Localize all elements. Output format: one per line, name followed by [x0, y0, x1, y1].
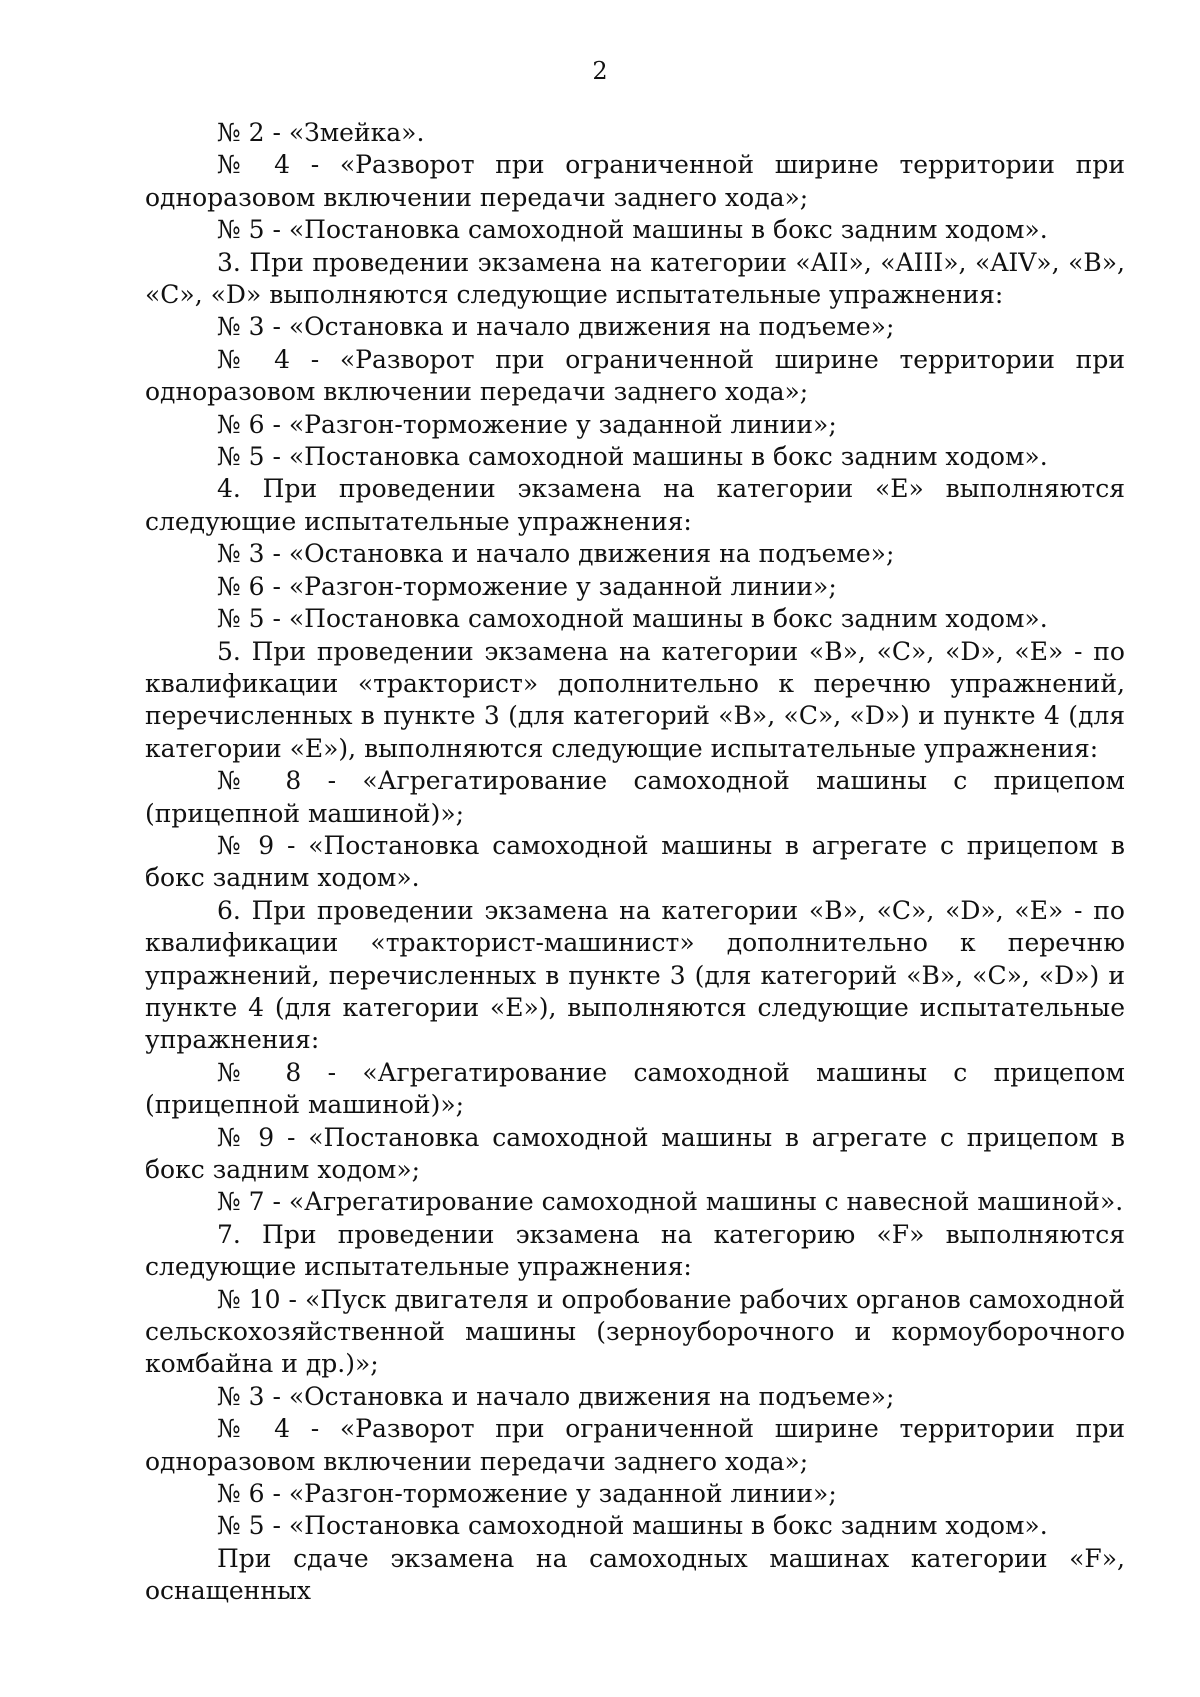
exercise-item: № 6 - «Разгон-торможение у заданной линии»;: [217, 1479, 837, 1509]
exercise-item: № 5 - «Постановка самоходной машины в бокс задним ходом».: [217, 215, 1048, 245]
exercise-item: № 3 - «Остановка и начало движения на подъеме»;: [217, 1381, 895, 1411]
page-number: 2: [592, 57, 608, 85]
clause-paragraph: 5. При проведении экзамена на категории «B», «C», «D», «E» - по квалификации «тракторист» дополнительно к перечню упражнений, перечисленных в пункте 3 (для категорий «B», «C», «D») и пункте 4 (для категории «E»), выполняются следующие испытательные упражнения:: [145, 636, 1125, 763]
clause-paragraph: 4. При проведении экзамена на категории «E» выполняются следующие испытательные упражнения:: [145, 474, 1125, 536]
clause-paragraph: При сдаче экзамена на самоходных машинах категории «F», оснащенных: [145, 1543, 1125, 1606]
exercise-item: № 5 - «Постановка самоходной машины в бокс задним ходом».: [217, 1511, 1048, 1541]
document-body: [145, 117, 1125, 1608]
exercise-item: № 4 - «Разворот при ограниченной ширине территории при одноразовом включении передачи заднего хода»;: [145, 344, 1125, 407]
exercise-item: № 6 - «Разгон-торможение у заданной линии»;: [217, 571, 837, 601]
exercise-item: № 7 - «Агрегатирование самоходной машины с навесной машиной».: [217, 1187, 1124, 1217]
exercise-item: № 5 - «Постановка самоходной машины в бокс задним ходом».: [217, 442, 1048, 472]
clause-paragraph: 7. При проведении экзамена на категорию «F» выполняются следующие испытательные упражнения:: [145, 1219, 1125, 1282]
exercise-item: № 5 - «Постановка самоходной машины в бокс задним ходом».: [217, 604, 1048, 634]
exercise-item: № 2 - «Змейка».: [217, 118, 425, 147]
clause-paragraph: 6. При проведении экзамена на категории «B», «C», «D», «E» - по квалификации «тракторист-машинист» дополнительно к перечню упражнений, перечисленных в пункте 3 (для категорий «B», «C», «D») и пункте 4 (для категории «E»), выполняются следующие испытательные упражнения:: [145, 895, 1125, 1055]
exercise-item: № 4 - «Разворот при ограниченной ширине территории при одноразовом включении передачи заднего хода»;: [145, 1414, 1125, 1476]
clause-paragraph: 3. При проведении экзамена на категории «AII», «AIII», «AIV», «B», «C», «D» выполняются следующие испытательные упражнения:: [145, 247, 1125, 310]
exercise-item: № 10 - «Пуск двигателя и опробование рабочих органов самоходной сельскохозяйственной машины (зерноуборочного и кормоуборочного комбайна и др.)»;: [145, 1284, 1125, 1379]
exercise-item: № 6 - «Разгон-торможение у заданной линии»;: [217, 409, 837, 439]
exercise-item: № 3 - «Остановка и начало движения на подъеме»;: [217, 539, 895, 569]
exercise-item: № 8 - «Агрегатирование самоходной машины с прицепом (прицепной машиной)»;: [145, 766, 1125, 828]
exercise-item: № 4 - «Разворот при ограниченной ширине территории при одноразовом включении передачи заднего хода»;: [145, 150, 1125, 212]
exercise-item: № 9 - «Постановка самоходной машины в агрегате с прицепом в бокс задним ходом»;: [145, 1122, 1125, 1184]
exercise-item: № 9 - «Постановка самоходной машины в агрегате с прицепом в бокс задним ходом».: [145, 830, 1125, 893]
exercise-item: № 8 - «Агрегатирование самоходной машины с прицепом (прицепной машиной)»;: [145, 1057, 1125, 1120]
exercise-item: № 3 - «Остановка и начало движения на подъеме»;: [217, 312, 895, 342]
